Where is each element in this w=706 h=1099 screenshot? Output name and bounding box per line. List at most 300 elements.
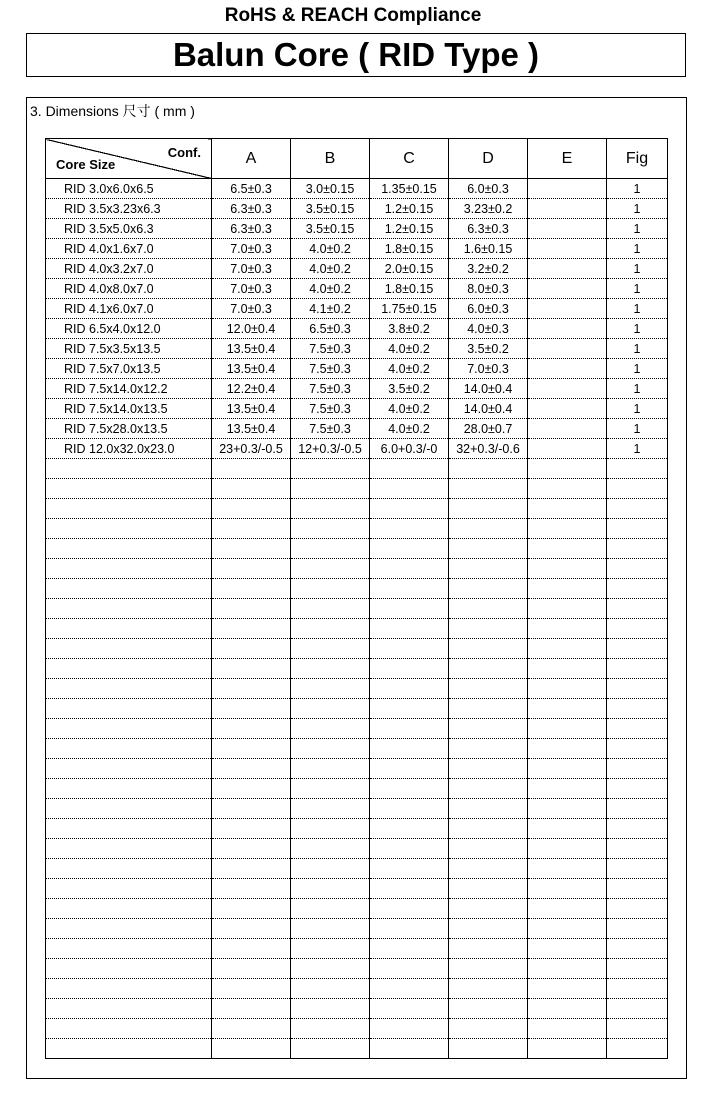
empty-cell [607, 659, 668, 679]
empty-cell [46, 979, 212, 999]
core-size-cell: RID 6.5x4.0x12.0 [46, 319, 212, 339]
empty-cell [46, 539, 212, 559]
empty-table-row [46, 599, 668, 619]
table-row [46, 399, 668, 419]
core-size-label: Core Size [56, 157, 116, 172]
empty-cell [370, 759, 449, 779]
empty-cell [46, 739, 212, 759]
empty-table-row [46, 939, 668, 959]
empty-cell [291, 619, 370, 639]
empty-cell [528, 599, 607, 619]
empty-table-row [46, 679, 668, 699]
empty-cell [607, 919, 668, 939]
empty-cell [291, 919, 370, 939]
empty-table-row [46, 999, 668, 1019]
empty-cell [607, 959, 668, 979]
fig-cell: 1 [607, 279, 668, 299]
core-size-cell: RID 7.5x3.5x13.5 [46, 339, 212, 359]
empty-cell [212, 579, 291, 599]
empty-cell [46, 559, 212, 579]
page-title: Balun Core ( RID Type ) [26, 33, 686, 77]
empty-table-row [46, 459, 668, 479]
fig-cell: 1 [607, 319, 668, 339]
dim-a-cell: 13.5±0.4 [212, 339, 291, 359]
empty-cell [291, 979, 370, 999]
core-size-cell: RID 7.5x28.0x13.5 [46, 419, 212, 439]
dim-e-cell [528, 319, 607, 339]
empty-cell [291, 559, 370, 579]
empty-cell [212, 859, 291, 879]
empty-table-row [46, 639, 668, 659]
empty-cell [291, 859, 370, 879]
dim-e-cell [528, 419, 607, 439]
empty-cell [528, 799, 607, 819]
empty-table-row [46, 859, 668, 879]
section-label: 3. Dimensions 尺寸 ( mm ) [30, 103, 195, 119]
empty-cell [46, 519, 212, 539]
dim-a-cell: 12.0±0.4 [212, 319, 291, 339]
empty-cell [291, 599, 370, 619]
empty-cell [212, 839, 291, 859]
conf-label: Conf. [167, 145, 201, 160]
empty-cell [370, 699, 449, 719]
empty-cell [46, 959, 212, 979]
empty-cell [449, 659, 528, 679]
empty-cell [528, 839, 607, 859]
dim-d-cell: 32+0.3/-0.6 [449, 439, 528, 459]
empty-cell [291, 1019, 370, 1039]
core-size-cell: RID 3.5x5.0x6.3 [46, 219, 212, 239]
empty-cell [528, 539, 607, 559]
dim-d-cell: 3.5±0.2 [449, 339, 528, 359]
empty-cell [291, 499, 370, 519]
dim-d-cell: 14.0±0.4 [449, 399, 528, 419]
empty-cell [46, 899, 212, 919]
empty-cell [528, 1019, 607, 1039]
table-row [46, 239, 668, 259]
empty-cell [46, 679, 212, 699]
dim-d-cell: 4.0±0.3 [449, 319, 528, 339]
empty-cell [449, 599, 528, 619]
empty-cell [370, 479, 449, 499]
empty-cell [46, 479, 212, 499]
empty-cell [607, 459, 668, 479]
dim-c-cell: 1.35±0.15 [370, 179, 449, 199]
empty-cell [46, 719, 212, 739]
empty-cell [291, 779, 370, 799]
dim-b-cell: 4.0±0.2 [291, 239, 370, 259]
empty-cell [46, 1039, 212, 1059]
empty-cell [528, 779, 607, 799]
empty-cell [370, 899, 449, 919]
empty-cell [370, 719, 449, 739]
dim-d-cell: 6.0±0.3 [449, 179, 528, 199]
dim-d-cell: 28.0±0.7 [449, 419, 528, 439]
core-size-cell: RID 4.0x3.2x7.0 [46, 259, 212, 279]
empty-cell [528, 999, 607, 1019]
empty-cell [449, 679, 528, 699]
empty-cell [449, 639, 528, 659]
empty-table-row [46, 819, 668, 839]
empty-cell [370, 679, 449, 699]
fig-cell: 1 [607, 339, 668, 359]
empty-cell [370, 519, 449, 539]
empty-cell [212, 1039, 291, 1059]
dim-b-cell: 4.0±0.2 [291, 259, 370, 279]
empty-cell [370, 659, 449, 679]
empty-cell [449, 839, 528, 859]
empty-cell [370, 559, 449, 579]
empty-cell [46, 999, 212, 1019]
empty-cell [607, 499, 668, 519]
dim-a-cell: 13.5±0.4 [212, 359, 291, 379]
dim-e-cell [528, 339, 607, 359]
empty-cell [370, 999, 449, 1019]
empty-cell [46, 459, 212, 479]
empty-cell [528, 579, 607, 599]
empty-cell [449, 479, 528, 499]
empty-cell [46, 659, 212, 679]
dim-e-cell [528, 299, 607, 319]
empty-cell [607, 759, 668, 779]
empty-cell [370, 539, 449, 559]
empty-cell [370, 1039, 449, 1059]
fig-cell: 1 [607, 219, 668, 239]
fig-cell: 1 [607, 399, 668, 419]
empty-table-row [46, 759, 668, 779]
dim-c-cell: 2.0±0.15 [370, 259, 449, 279]
empty-table-row [46, 699, 668, 719]
empty-cell [212, 599, 291, 619]
empty-cell [291, 539, 370, 559]
empty-cell [449, 979, 528, 999]
empty-table-row [46, 579, 668, 599]
empty-cell [607, 619, 668, 639]
empty-cell [449, 899, 528, 919]
empty-table-row [46, 739, 668, 759]
empty-cell [528, 619, 607, 639]
empty-cell [212, 819, 291, 839]
dim-d-cell: 3.23±0.2 [449, 199, 528, 219]
empty-cell [46, 639, 212, 659]
empty-cell [607, 519, 668, 539]
empty-cell [449, 699, 528, 719]
empty-cell [449, 919, 528, 939]
empty-cell [528, 719, 607, 739]
fig-cell: 1 [607, 359, 668, 379]
empty-cell [449, 859, 528, 879]
empty-cell [370, 819, 449, 839]
empty-cell [291, 719, 370, 739]
core-size-cell: RID 3.0x6.0x6.5 [46, 179, 212, 199]
dim-a-cell: 13.5±0.4 [212, 399, 291, 419]
dim-d-cell: 6.0±0.3 [449, 299, 528, 319]
empty-cell [528, 699, 607, 719]
empty-cell [212, 619, 291, 639]
empty-cell [291, 819, 370, 839]
empty-table-row [46, 539, 668, 559]
empty-cell [607, 879, 668, 899]
dim-a-cell: 23+0.3/-0.5 [212, 439, 291, 459]
empty-cell [449, 559, 528, 579]
empty-cell [370, 499, 449, 519]
empty-cell [212, 739, 291, 759]
dim-c-cell: 4.0±0.2 [370, 419, 449, 439]
table-row [46, 339, 668, 359]
empty-cell [212, 699, 291, 719]
empty-cell [607, 799, 668, 819]
empty-cell [528, 479, 607, 499]
table-body [46, 179, 668, 1059]
empty-cell [46, 759, 212, 779]
fig-cell: 1 [607, 379, 668, 399]
empty-cell [212, 779, 291, 799]
empty-cell [291, 479, 370, 499]
dim-a-cell: 6.3±0.3 [212, 199, 291, 219]
core-size-cell: RID 4.1x6.0x7.0 [46, 299, 212, 319]
empty-cell [291, 1039, 370, 1059]
empty-table-row [46, 1039, 668, 1059]
empty-table-row [46, 619, 668, 639]
empty-cell [370, 939, 449, 959]
empty-cell [370, 859, 449, 879]
empty-cell [46, 579, 212, 599]
table-row [46, 279, 668, 299]
empty-cell [291, 939, 370, 959]
empty-cell [370, 579, 449, 599]
empty-table-row [46, 879, 668, 899]
empty-cell [607, 819, 668, 839]
dim-e-cell [528, 439, 607, 459]
empty-cell [291, 699, 370, 719]
empty-cell [607, 739, 668, 759]
empty-cell [212, 799, 291, 819]
dim-e-cell [528, 199, 607, 219]
empty-cell [607, 599, 668, 619]
empty-cell [212, 1019, 291, 1039]
empty-cell [607, 939, 668, 959]
empty-cell [46, 839, 212, 859]
empty-cell [449, 959, 528, 979]
dim-d-cell: 7.0±0.3 [449, 359, 528, 379]
empty-cell [212, 539, 291, 559]
empty-cell [46, 1019, 212, 1039]
table-row [46, 439, 668, 459]
empty-table-row [46, 559, 668, 579]
empty-cell [212, 959, 291, 979]
table-row [46, 199, 668, 219]
table-row [46, 359, 668, 379]
empty-cell [528, 519, 607, 539]
dim-c-cell: 4.0±0.2 [370, 359, 449, 379]
empty-cell [370, 779, 449, 799]
empty-table-row [46, 499, 668, 519]
table-row [46, 179, 668, 199]
empty-cell [528, 859, 607, 879]
empty-cell [291, 519, 370, 539]
empty-cell [528, 979, 607, 999]
empty-table-row [46, 1019, 668, 1039]
empty-table-row [46, 479, 668, 499]
core-size-cell: RID 4.0x1.6x7.0 [46, 239, 212, 259]
empty-cell [449, 539, 528, 559]
empty-table-row [46, 779, 668, 799]
table-row [46, 259, 668, 279]
empty-table-row [46, 719, 668, 739]
empty-cell [291, 739, 370, 759]
empty-cell [607, 579, 668, 599]
empty-cell [291, 679, 370, 699]
empty-cell [212, 639, 291, 659]
empty-cell [607, 639, 668, 659]
empty-cell [607, 699, 668, 719]
empty-cell [370, 459, 449, 479]
table-row [46, 299, 668, 319]
empty-cell [449, 779, 528, 799]
dimensions-table [45, 138, 668, 1059]
column-header-a: A [212, 139, 291, 179]
empty-cell [449, 619, 528, 639]
core-size-cell: RID 3.5x3.23x6.3 [46, 199, 212, 219]
empty-cell [607, 1019, 668, 1039]
empty-cell [528, 1039, 607, 1059]
core-size-cell: RID 7.5x14.0x12.2 [46, 379, 212, 399]
fig-cell: 1 [607, 419, 668, 439]
empty-cell [212, 559, 291, 579]
fig-cell: 1 [607, 299, 668, 319]
empty-table-row [46, 899, 668, 919]
empty-cell [212, 479, 291, 499]
empty-cell [46, 499, 212, 519]
dim-b-cell: 7.5±0.3 [291, 419, 370, 439]
empty-cell [607, 539, 668, 559]
empty-cell [449, 499, 528, 519]
empty-cell [291, 999, 370, 1019]
empty-cell [528, 759, 607, 779]
empty-cell [212, 899, 291, 919]
corner-header [46, 139, 212, 179]
empty-cell [212, 679, 291, 699]
empty-cell [449, 1019, 528, 1039]
empty-cell [212, 919, 291, 939]
dim-b-cell: 3.5±0.15 [291, 199, 370, 219]
dim-c-cell: 1.75±0.15 [370, 299, 449, 319]
empty-cell [370, 979, 449, 999]
empty-cell [607, 479, 668, 499]
empty-cell [449, 799, 528, 819]
empty-cell [528, 639, 607, 659]
empty-cell [46, 799, 212, 819]
empty-table-row [46, 919, 668, 939]
dim-d-cell: 6.3±0.3 [449, 219, 528, 239]
empty-cell [607, 859, 668, 879]
empty-cell [528, 739, 607, 759]
empty-cell [528, 939, 607, 959]
dim-e-cell [528, 379, 607, 399]
dim-a-cell: 12.2±0.4 [212, 379, 291, 399]
dim-b-cell: 7.5±0.3 [291, 339, 370, 359]
empty-cell [528, 499, 607, 519]
dim-b-cell: 6.5±0.3 [291, 319, 370, 339]
empty-cell [212, 519, 291, 539]
empty-cell [291, 579, 370, 599]
empty-cell [212, 879, 291, 899]
dim-c-cell: 1.2±0.15 [370, 219, 449, 239]
empty-cell [46, 879, 212, 899]
core-size-cell: RID 4.0x8.0x7.0 [46, 279, 212, 299]
empty-cell [212, 659, 291, 679]
empty-cell [291, 959, 370, 979]
empty-cell [528, 959, 607, 979]
dim-a-cell: 7.0±0.3 [212, 279, 291, 299]
empty-cell [528, 679, 607, 699]
table-row [46, 379, 668, 399]
empty-table-row [46, 799, 668, 819]
empty-table-row [46, 959, 668, 979]
dim-a-cell: 6.3±0.3 [212, 219, 291, 239]
fig-cell: 1 [607, 439, 668, 459]
empty-cell [291, 759, 370, 779]
empty-cell [607, 979, 668, 999]
empty-cell [370, 839, 449, 859]
empty-cell [607, 779, 668, 799]
fig-cell: 1 [607, 199, 668, 219]
dim-b-cell: 7.5±0.3 [291, 399, 370, 419]
empty-cell [370, 619, 449, 639]
dim-b-cell: 3.5±0.15 [291, 219, 370, 239]
dim-a-cell: 13.5±0.4 [212, 419, 291, 439]
empty-cell [449, 999, 528, 1019]
empty-cell [528, 459, 607, 479]
dim-d-cell: 3.2±0.2 [449, 259, 528, 279]
table-header-row [46, 139, 668, 179]
dim-e-cell [528, 219, 607, 239]
empty-cell [449, 1039, 528, 1059]
dim-c-cell: 3.8±0.2 [370, 319, 449, 339]
empty-cell [607, 1039, 668, 1059]
core-size-cell: RID 7.5x7.0x13.5 [46, 359, 212, 379]
dim-c-cell: 1.8±0.15 [370, 239, 449, 259]
empty-cell [370, 639, 449, 659]
dim-e-cell [528, 239, 607, 259]
empty-cell [528, 879, 607, 899]
empty-cell [449, 459, 528, 479]
empty-cell [46, 859, 212, 879]
empty-cell [449, 739, 528, 759]
empty-cell [46, 779, 212, 799]
empty-table-row [46, 659, 668, 679]
column-header-b: B [291, 139, 370, 179]
empty-cell [607, 559, 668, 579]
empty-cell [370, 1019, 449, 1039]
empty-table-row [46, 979, 668, 999]
dim-c-cell: 1.8±0.15 [370, 279, 449, 299]
empty-cell [212, 999, 291, 1019]
empty-cell [449, 939, 528, 959]
empty-cell [212, 979, 291, 999]
dim-a-cell: 6.5±0.3 [212, 179, 291, 199]
empty-cell [46, 819, 212, 839]
empty-cell [370, 959, 449, 979]
empty-cell [291, 639, 370, 659]
empty-cell [528, 559, 607, 579]
empty-cell [46, 699, 212, 719]
empty-cell [46, 619, 212, 639]
table-row [46, 219, 668, 239]
dim-e-cell [528, 179, 607, 199]
empty-cell [291, 459, 370, 479]
column-header-c: C [370, 139, 449, 179]
